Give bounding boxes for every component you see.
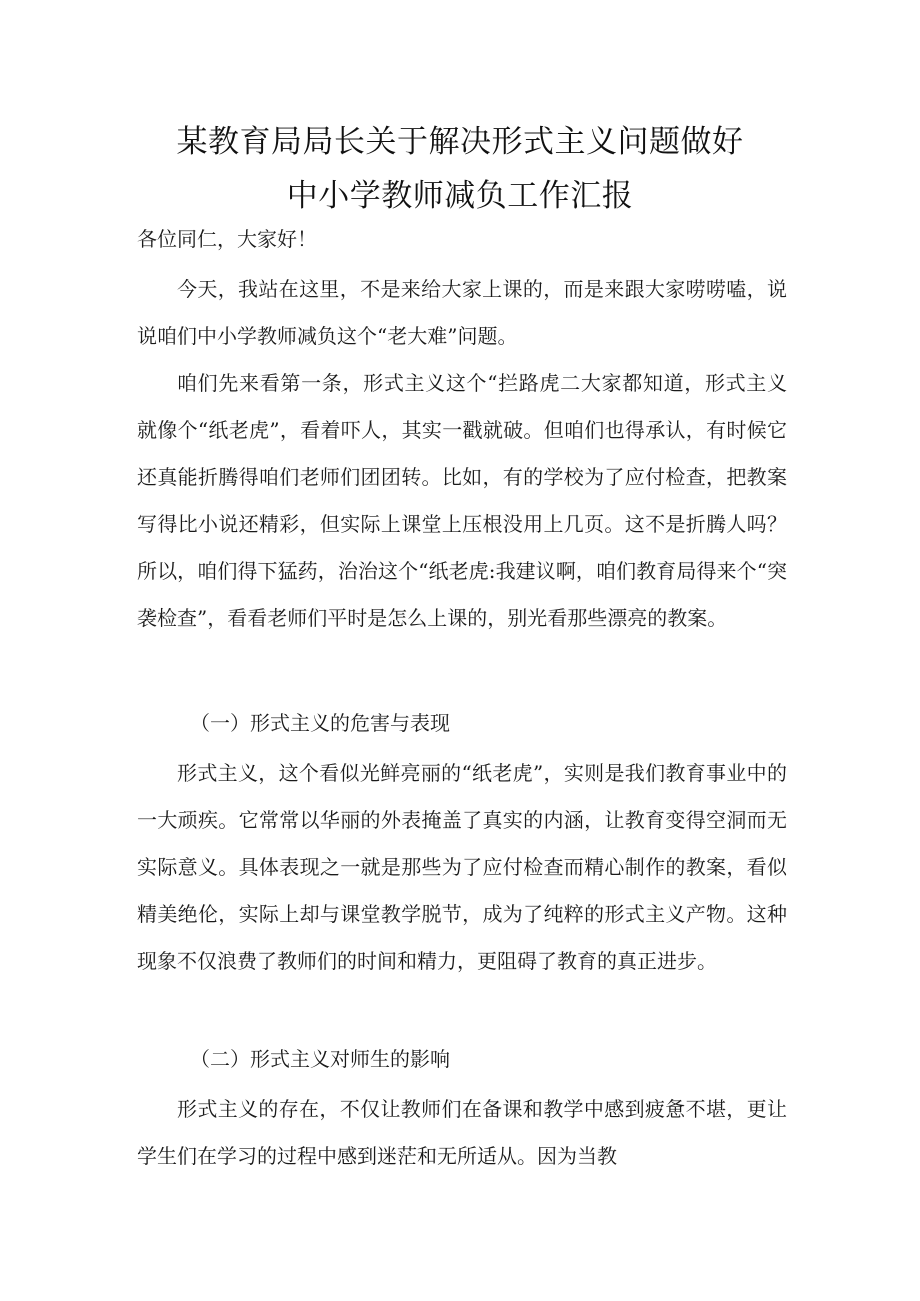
greeting: 各位同仁，大家好！ (137, 227, 317, 251)
section-heading-2: （二）形式主义对师生的影响 (190, 1047, 450, 1071)
document-title-line-1: 某教育局局长关于解决形式主义问题做好 (176, 124, 744, 160)
paragraph-impact: 形式主义的存在，不仅让教师们在备课和教学中感到疲惫不堪，更让学生们在学习的过程中感到迷茫和无所适从。因为当教 (137, 1097, 787, 1168)
document-title-line-2: 中小学教师减负工作汇报 (286, 178, 634, 214)
paragraph-harm-manifestation: 形式主义，这个看似光鲜亮丽的“纸老虎”，实则是我们教育事业中的一大顽疾。它常常以华丽的外表掩盖了真实的内涵，让教育变得空洞而无实际意义。具体表现之一就是那些为了应付检查而精心制作的教案，看似精美绝伦，实际上却与课堂教学脱节，成为了纯粹的形式主义产物。这种现象不仅浪费了教师们的时间和精力，更阻碍了教育的真正进步。 (137, 761, 787, 973)
paragraph-block-1 (137, 266, 787, 642)
paragraph-block-2 (137, 750, 787, 985)
paragraph-intro: 今天，我站在这里，不是来给大家上课的，而是来跟大家唠唠嗑，说说咱们中小学教师减负这个“老大难”问题。 (137, 277, 787, 348)
paragraph-first-point: 咱们先来看第一条，形式主义这个“拦路虎二大家都知道，形式主义就像个“纸老虎”，看着吓人，其实一戳就破。但咱们也得承认，有时候它还真能折腾得咱们老师们团团转。比如，有的学校为了应付检查，把教案写得比小说还精彩，但实际上课堂上压根没用上几页。这不是折腾人吗？所以，咱们得下猛药，治治这个“纸老虎:我建议啊，咱们教育局得来个“突袭检查”，看看老师们平时是怎么上课的，别光看那些漂亮的教案。 (137, 371, 787, 630)
section-heading-1: （一）形式主义的危害与表现 (190, 711, 450, 735)
paragraph-block-3 (137, 1086, 787, 1180)
